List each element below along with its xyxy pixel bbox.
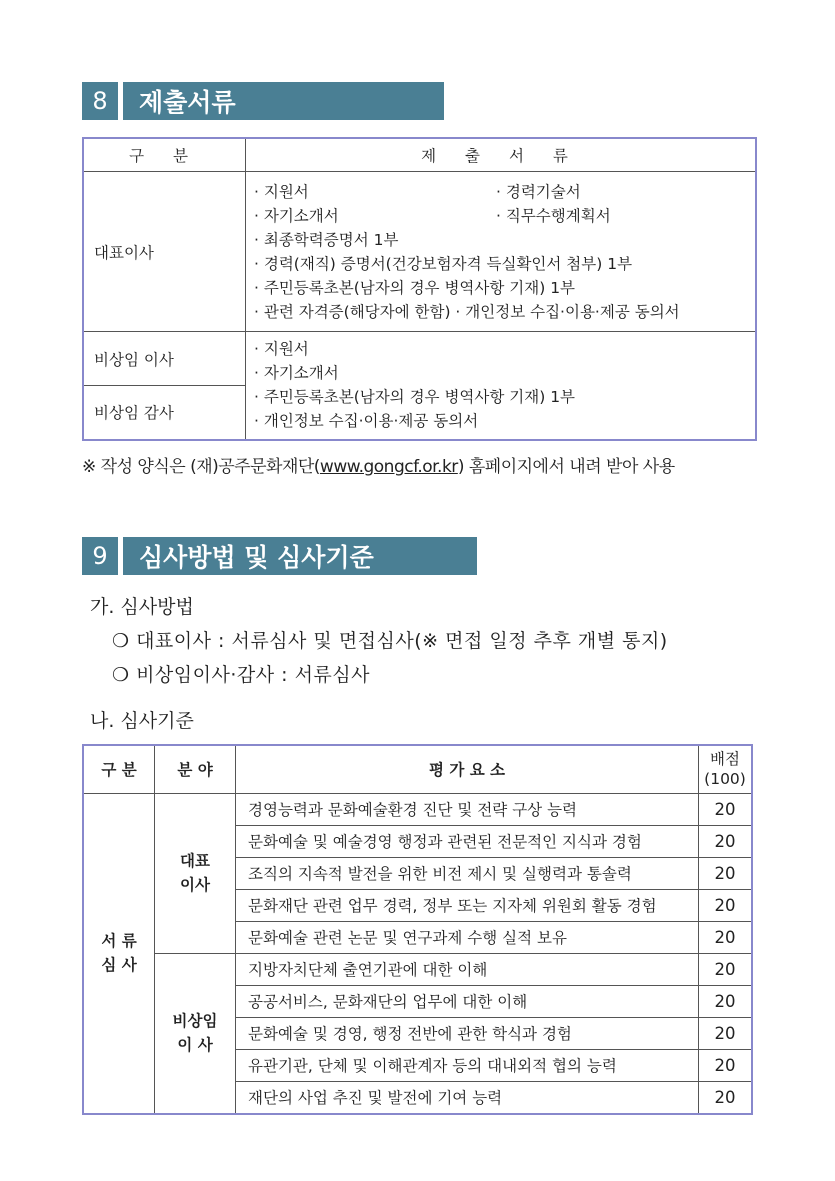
criteria-item: 재단의 사업 추진 및 발전에 기여 능력	[236, 1081, 699, 1114]
doc-item: · 직무수행계획서	[496, 206, 611, 225]
field-line: 대표	[180, 852, 210, 870]
section-9-number: 9	[82, 537, 118, 575]
criteria-item: 지방자치단체 출연기관에 대한 이해	[236, 953, 699, 985]
doc-item: · 경력(재직) 증명서(건강보험자격 득실확인서 첨부) 1부	[254, 254, 633, 273]
group-line: 서 류	[101, 932, 137, 950]
section-8-header	[82, 82, 444, 120]
criteria-score: 20	[699, 857, 753, 889]
group-line: 심 사	[101, 956, 137, 974]
table-header-documents: 제 출 서 류	[246, 138, 757, 172]
criteria-score: 20	[699, 1081, 753, 1114]
rep-director-docs	[246, 172, 757, 332]
subheading-criteria: 나. 심사기준	[90, 710, 194, 732]
criteria-item: 문화예술 관련 논문 및 연구과제 수행 실적 보유	[236, 921, 699, 953]
criteria-item: 문화예술 및 경영, 행정 전반에 관한 학식과 경험	[236, 1017, 699, 1049]
header-group: 구 분	[83, 745, 155, 793]
criteria-score: 20	[699, 953, 753, 985]
section-8-title: 제출서류	[123, 82, 444, 120]
subheading-method: 가. 심사방법	[90, 596, 194, 618]
criteria-score: 20	[699, 825, 753, 857]
method-bullet-nonexec: ❍ 비상임이사·감사 : 서류심사	[112, 664, 370, 686]
doc-item: · 경력기술서	[496, 182, 581, 201]
field-rep-director	[155, 793, 236, 953]
doc-item: · 주민등록초본(남자의 경우 병역사항 기재) 1부	[254, 388, 576, 407]
section-9-title: 심사방법 및 심사기준	[123, 537, 477, 575]
section-9-header	[82, 537, 477, 575]
group-document-review	[83, 793, 155, 1114]
doc-item: · 관련 자격증(해당자에 한함) · 개인정보 수집·이용·제공 동의서	[254, 302, 680, 321]
doc-item: · 주민등록초본(남자의 경우 병역사항 기재) 1부	[254, 278, 576, 297]
doc-item: · 개인정보 수집·이용·제공 동의서	[254, 412, 479, 431]
note-suffix: ) 홈페이지에서 내려 받아 사용	[457, 457, 675, 477]
field-nonexec-director	[155, 953, 236, 1114]
doc-item: · 지원서	[254, 182, 309, 201]
table-header-category: 구 분	[83, 138, 246, 172]
field-line: 비상임	[172, 1012, 218, 1030]
method-bullet-rep: ❍ 대표이사 : 서류심사 및 면접심사(※ 면접 일정 추후 개별 통지)	[112, 630, 668, 652]
criteria-item: 유관기관, 단체 및 이해관계자 등의 대내외적 협의 능력	[236, 1049, 699, 1081]
criteria-item: 경영능력과 문화예술환경 진단 및 전략 구상 능력	[236, 793, 699, 825]
documents-table	[82, 137, 757, 441]
criteria-score: 20	[699, 1017, 753, 1049]
doc-item: · 자기소개서	[254, 364, 339, 383]
doc-item: · 자기소개서	[254, 206, 339, 225]
criteria-item: 공공서비스, 문화재단의 업무에 대한 이해	[236, 985, 699, 1017]
nonexec-director-label: 비상임 이사	[83, 332, 246, 386]
criteria-score: 20	[699, 889, 753, 921]
doc-item: · 최종학력증명서 1부	[254, 230, 399, 249]
nonexec-auditor-label: 비상임 감사	[83, 386, 246, 440]
header-field: 분 야	[155, 745, 236, 793]
criteria-score: 20	[699, 985, 753, 1017]
doc-item: · 지원서	[254, 340, 309, 359]
header-score-label: 배점	[710, 750, 740, 769]
criteria-table	[82, 744, 753, 1115]
nonexec-docs	[246, 332, 757, 440]
website-link[interactable]: www.gongcf.or.kr	[319, 457, 458, 477]
section-8-number: 8	[82, 82, 118, 120]
criteria-item: 문화예술 및 예술경영 행정과 관련된 전문적인 지식과 경험	[236, 825, 699, 857]
note-prefix: ※ 작성 양식은 (재)공주문화재단(	[82, 457, 320, 477]
criteria-score: 20	[699, 793, 753, 825]
rep-director-label: 대표이사	[83, 172, 246, 332]
form-note	[82, 452, 675, 477]
criteria-item: 조직의 지속적 발전을 위한 비전 제시 및 실행력과 통솔력	[236, 857, 699, 889]
field-line: 이사	[180, 876, 210, 894]
header-score-total: (100)	[704, 770, 746, 789]
criteria-item: 문화재단 관련 업무 경력, 정부 또는 지자체 위원회 활동 경험	[236, 889, 699, 921]
criteria-score: 20	[699, 1049, 753, 1081]
field-line: 이 사	[177, 1036, 213, 1054]
header-score	[699, 745, 753, 793]
criteria-score: 20	[699, 921, 753, 953]
header-items: 평 가 요 소	[236, 745, 699, 793]
